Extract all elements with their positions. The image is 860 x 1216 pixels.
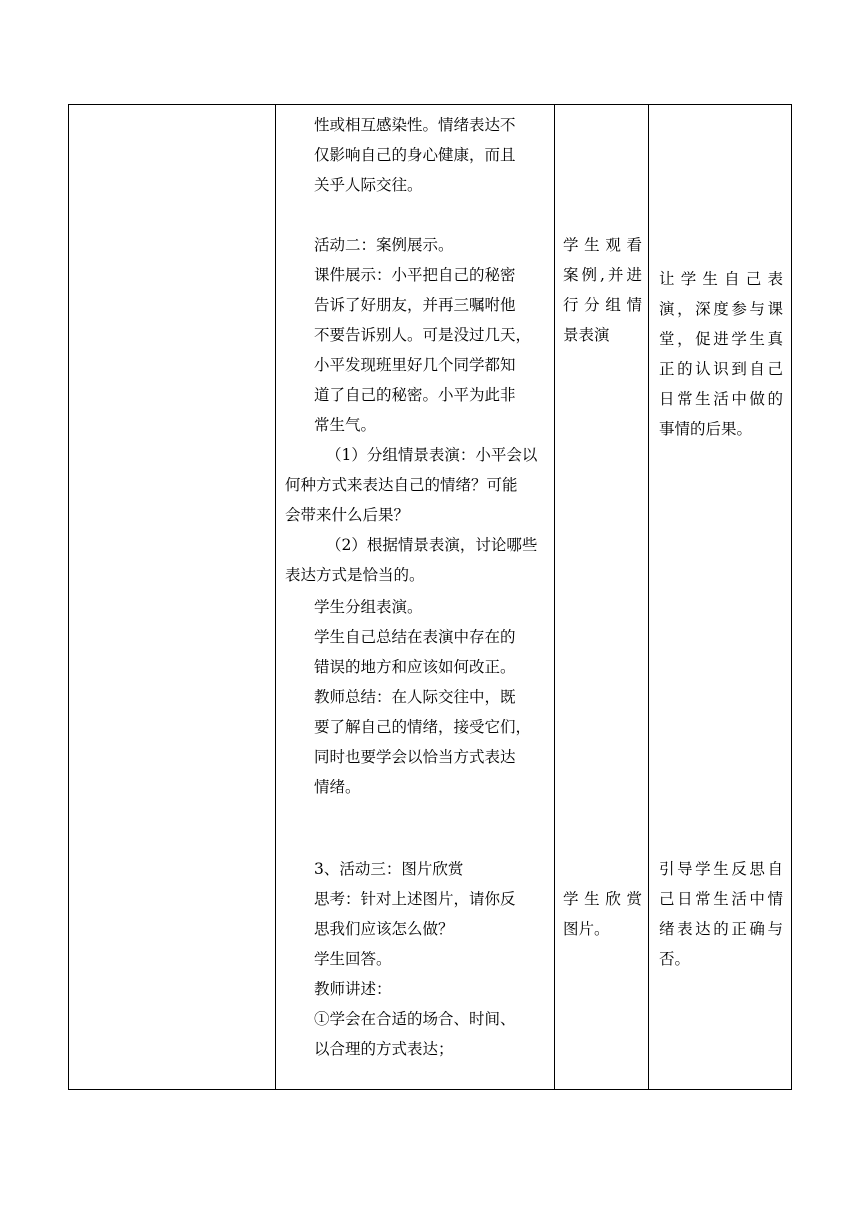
teaching-process-line: ①学会在合适的场合、时间、: [314, 1010, 516, 1028]
design-intent-line: 日常生活中做的: [659, 390, 783, 408]
teaching-process-line: 要了解自己的情绪，接受它们，: [314, 718, 532, 736]
teaching-process-line: 表达方式是恰当的。: [285, 566, 425, 584]
student-activity-line: 景表演: [563, 326, 610, 344]
teaching-process-line: （1）分组情景表演：小平会以: [326, 446, 538, 464]
table-cell-design-intent: [649, 105, 793, 1089]
teaching-process-line: 关乎人际交往。: [314, 176, 423, 194]
design-intent-line: 正的认识到自己: [659, 360, 783, 378]
design-intent-line: 让学生自己表: [659, 270, 783, 288]
teaching-process-line: 常生气。: [314, 416, 377, 434]
teaching-process-line: 错误的地方和应该如何改正。: [314, 658, 516, 676]
teaching-process-line: （2）根据情景表演，讨论哪些: [326, 536, 538, 554]
teaching-process-line: 活动二：案例展示。: [314, 236, 454, 254]
teaching-process-line: 课件展示：小平把自己的秘密: [314, 266, 516, 284]
teaching-process-line: 教师讲述：: [314, 980, 392, 998]
teaching-process-line: 性或相互感染性。情绪表达不: [314, 116, 516, 134]
teaching-process-line: 小平发现班里好几个同学都知: [314, 356, 516, 374]
design-intent-line: 堂，促进学生真: [659, 330, 783, 348]
teaching-process-line: 不要告诉别人。可是没过几天，: [314, 326, 532, 344]
table-cell-student-activity: [555, 105, 648, 1089]
teaching-process-line: 学生回答。: [314, 950, 392, 968]
teaching-process-line: 道了自己的秘密。小平为此非: [314, 386, 516, 404]
teaching-process-line: 情绪。: [314, 778, 361, 796]
teaching-process-line: 告诉了好朋友，并再三嘱咐他: [314, 296, 516, 314]
student-activity-line: 案例,并进: [563, 266, 642, 284]
teaching-process-line: 思考：针对上述图片，请你反: [314, 890, 516, 908]
lesson-table: [68, 104, 792, 1090]
teaching-process-line: 3、活动三：图片欣赏: [314, 860, 464, 878]
design-intent-line: 事情的后果。: [659, 420, 753, 438]
design-intent-line: 引导学生反思自: [659, 860, 783, 878]
student-activity-line: 学生观看: [563, 236, 642, 254]
student-activity-line: 图片。: [563, 920, 610, 938]
design-intent-line: 否。: [659, 950, 691, 968]
teaching-process-line: 以合理的方式表达；: [314, 1040, 454, 1058]
student-activity-line: 行分组情: [563, 296, 642, 314]
design-intent-line: 绪表达的正确与: [659, 920, 783, 938]
teaching-process-line: 会带来什么后果？: [285, 506, 410, 524]
teaching-process-line: 学生分组表演。: [314, 598, 423, 616]
teaching-process-line: 何种方式来表达自己的情绪？可能: [285, 476, 518, 494]
design-intent-line: 演，深度参与课: [659, 300, 783, 318]
design-intent-line: 己日常生活中情: [659, 890, 783, 908]
student-activity-line: 学生欣赏: [563, 890, 642, 908]
teaching-process-line: 教师总结：在人际交往中，既: [314, 688, 516, 706]
teaching-process-line: 同时也要学会以恰当方式表达: [314, 748, 516, 766]
teaching-process-line: 思我们应该怎么做？: [314, 920, 454, 938]
table-cell-col1: [69, 105, 275, 1089]
teaching-process-line: 学生自己总结在表演中存在的: [314, 628, 516, 646]
teaching-process-line: 仅影响自己的身心健康，而且: [314, 146, 516, 164]
table-cell-teaching-process: [276, 105, 554, 1089]
